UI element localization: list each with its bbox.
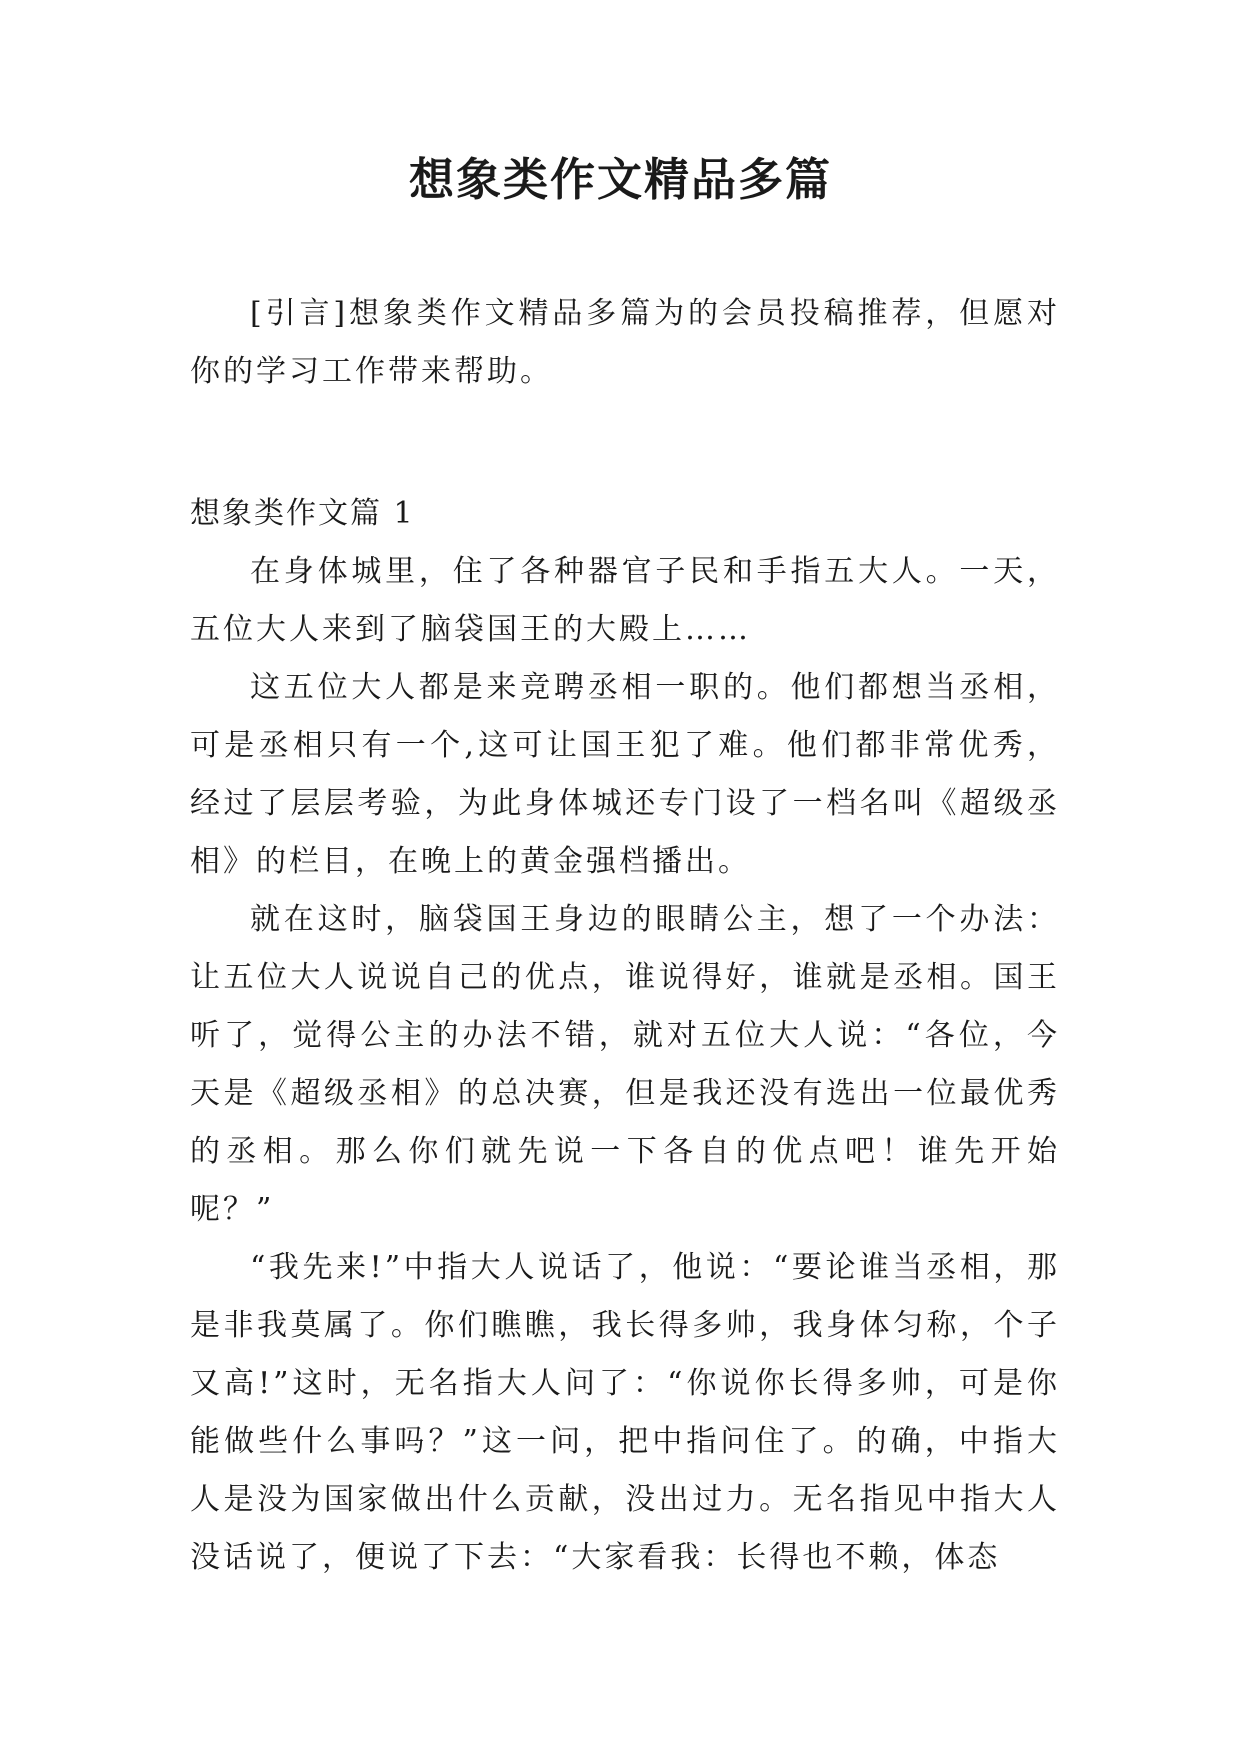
document-body xyxy=(190,285,1060,1587)
paragraph-1: 在身体城里，住了各种器官子民和手指五大人。一天，五位大人来到了脑袋国王的大殿上…… xyxy=(190,554,1060,647)
paragraph-4: “我先来!”中指大人说话了，他说：“要论谁当丞相，那是非我莫属了。你们瞧瞧，我长得多帅，我身体匀称，个子又高!”这时，无名指大人问了：“你说你长得多帅，可是你能做些什么事吗？”这一问，把中指问住了。的确，中指大人是没为国家做出什么贡献，没出过力。无名指见中指大人没话说了，便说了下去：“大家看我：长得也不赖，体态 xyxy=(190,1250,1060,1575)
section-title: 想象类作文篇 1 xyxy=(190,496,415,531)
intro-paragraph: [引言]想象类作文精品多篇为的会员投稿推荐，但愿对你的学习工作带来帮助。 xyxy=(190,296,1060,389)
document-title: 想象类作文精品多篇 xyxy=(408,153,832,206)
paragraph-2: 这五位大人都是来竞聘丞相一职的。他们都想当丞相，可是丞相只有一个,这可让国王犯了难。他们都非常优秀，经过了层层考验，为此身体城还专门设了一档名叫《超级丞相》的栏目，在晚上的黄金强档播出。 xyxy=(190,670,1060,879)
paragraph-3: 就在这时，脑袋国王身边的眼睛公主，想了一个办法：让五位大人说说自己的优点，谁说得好，谁就是丞相。国王听了，觉得公主的办法不错，就对五位大人说：“各位，今天是《超级丞相》的总决赛，但是我还没有选出一位最优秀的丞相。那么你们就先说一下各自的优点吧！谁先开始呢？” xyxy=(190,902,1060,1227)
